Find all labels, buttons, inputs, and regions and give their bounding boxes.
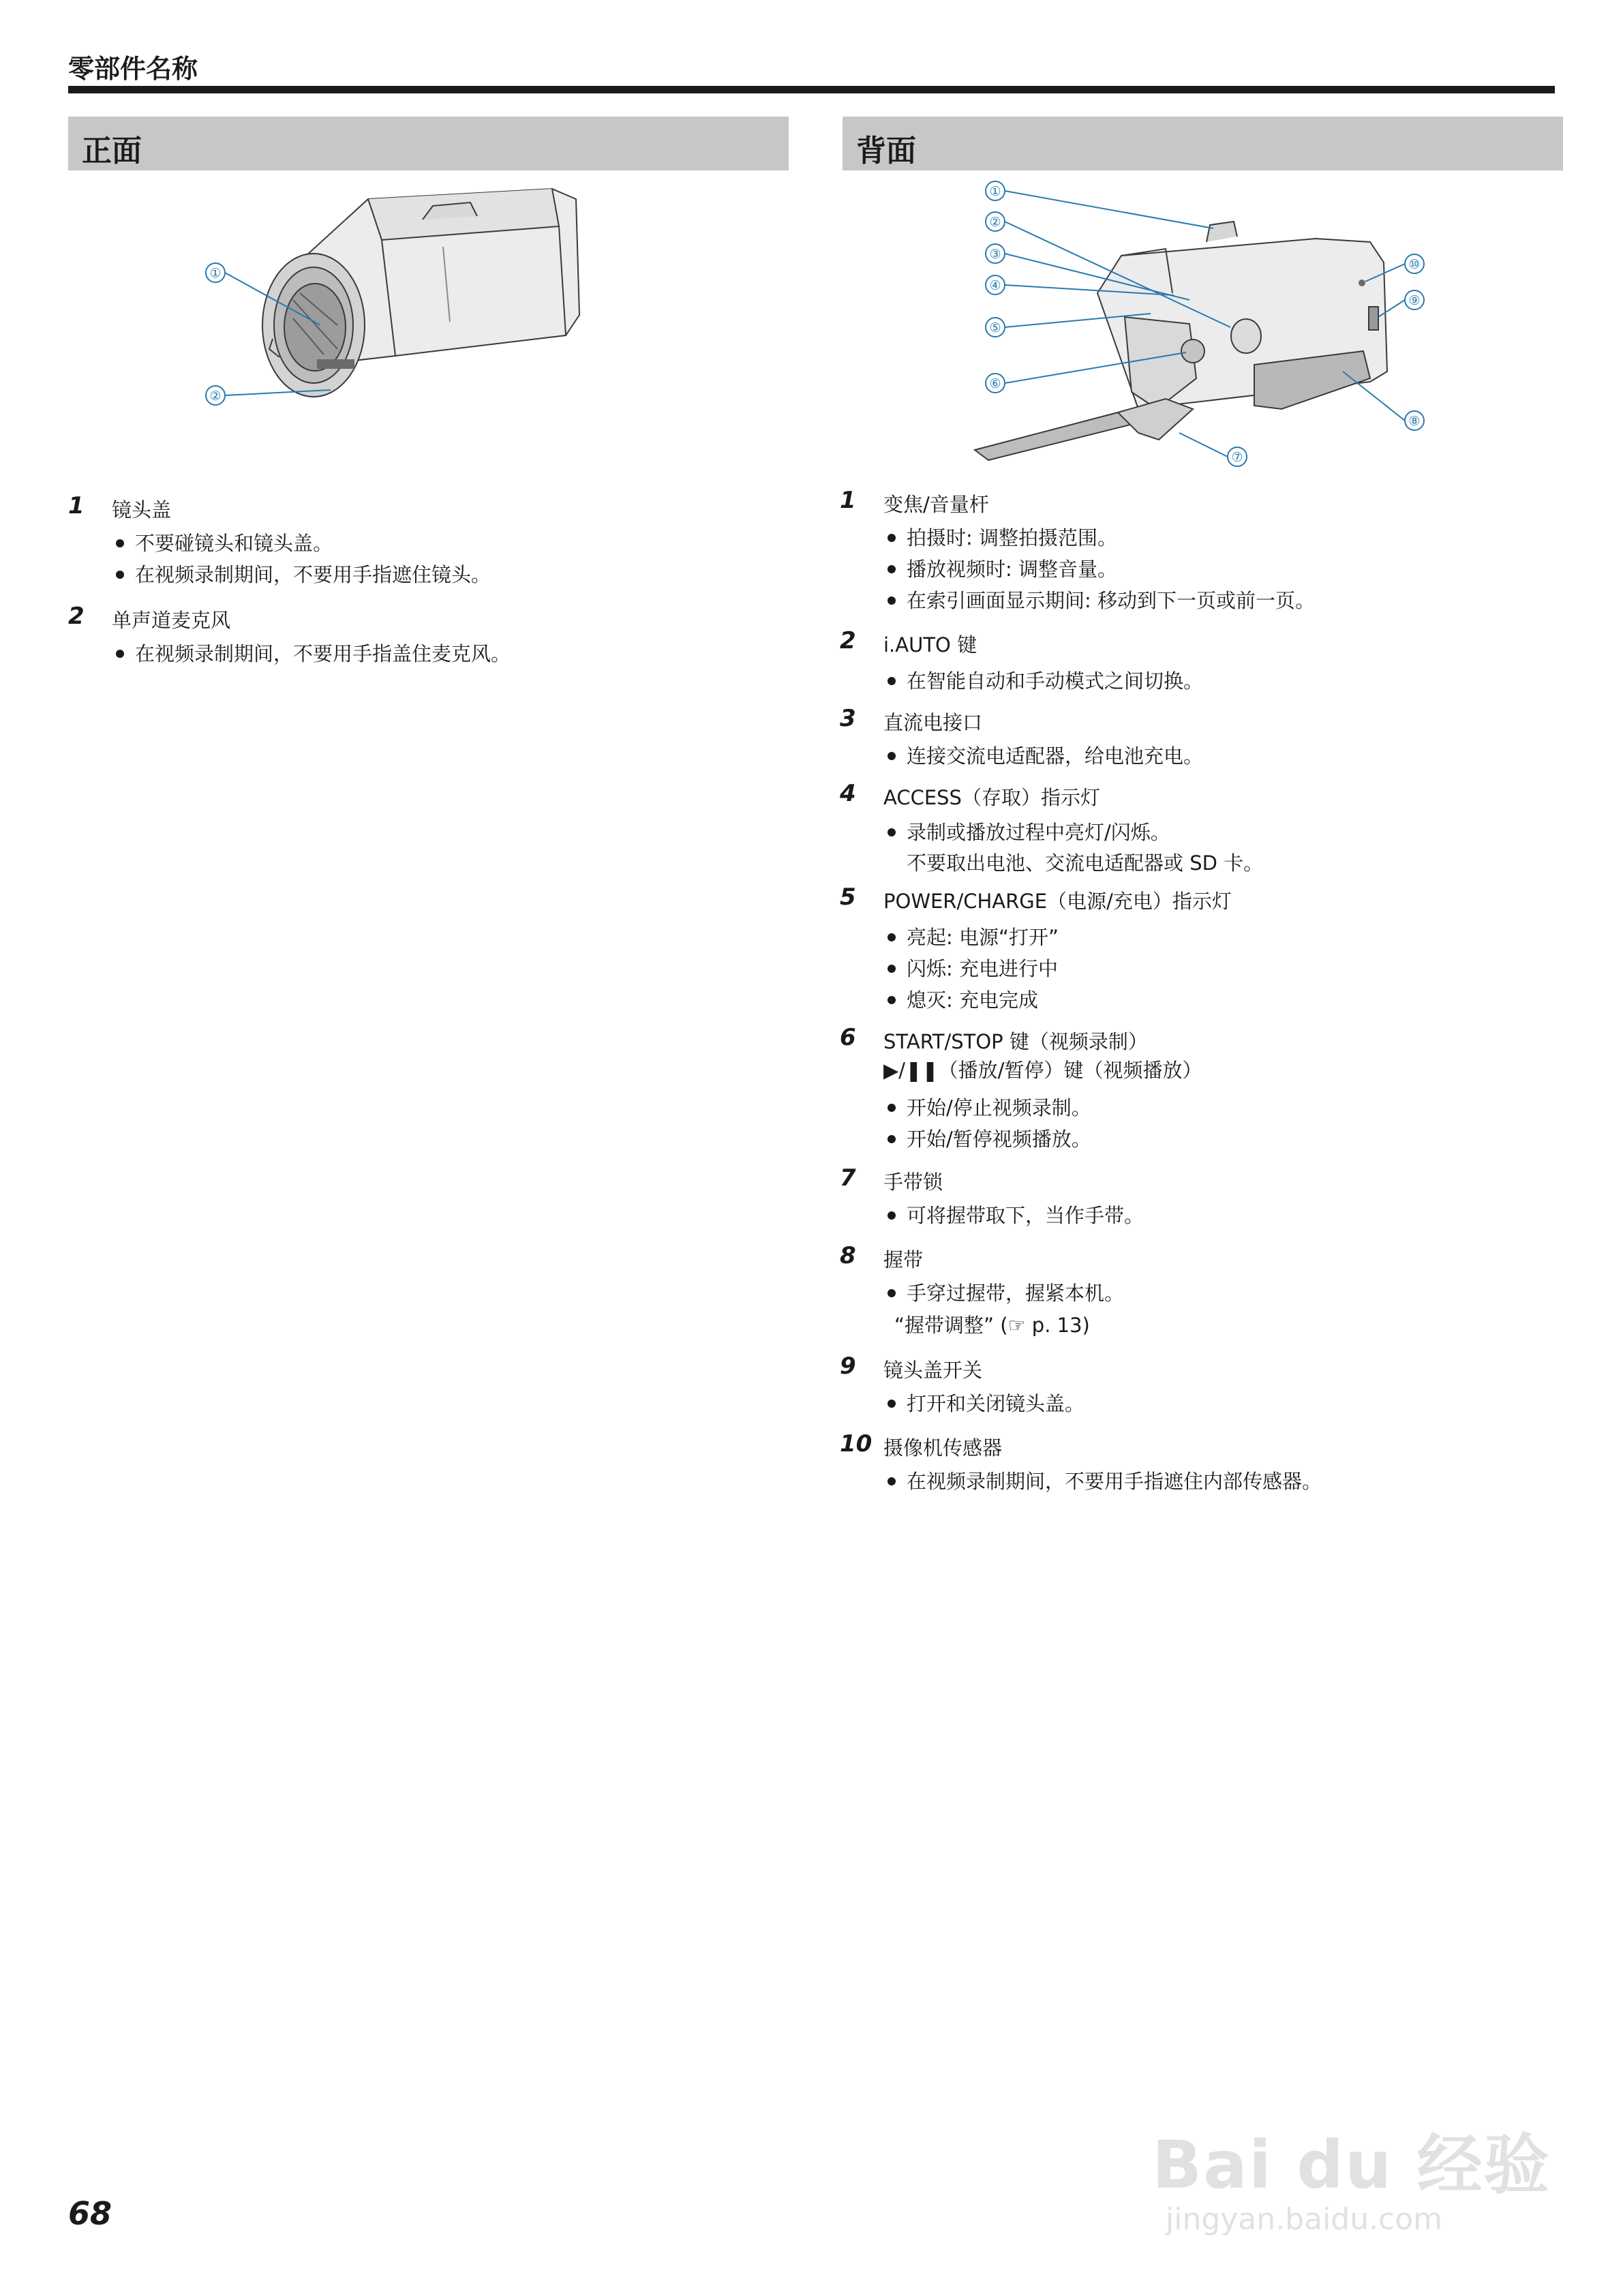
front-item-title: 单声道麦克风 [112,609,231,632]
back-callout-5: ⑤ [989,320,1001,335]
front-bullet: 在视频录制期间，不要用手指遮住镜头。 [112,559,491,590]
back-item-title: 摄像机传感器 [883,1436,1003,1460]
back-callout-6: ⑥ [989,376,1001,391]
back-callout-9: ⑨ [1408,293,1421,308]
front-item-bullets [112,528,491,590]
back-item-bullets [883,665,1203,697]
section-title-back: 背面 [856,134,916,168]
back-bullet: 手穿过握带，握紧本机。 [883,1278,1124,1309]
section-bar-back [843,117,1563,170]
back-item-title-2: ▶/❚❚（播放/暂停）键（视频播放） [883,1059,1202,1082]
back-camera-illustration [961,174,1452,484]
back-bullet: 在视频录制期间，不要用手指遮住内部传感器。 [883,1466,1322,1497]
back-callout-7: ⑦ [1231,450,1243,465]
front-item-number: 1 [68,492,85,519]
front-bullet: 不要碰镜头和镜头盖。 [112,528,491,559]
front-camera-illustration [198,179,593,424]
back-item-title: 直流电接口 [883,711,983,734]
back-callout-4: ④ [989,278,1001,293]
back-item-title: START/STOP 键（视频录制） [883,1030,1148,1053]
back-item-bullets [883,922,1059,1016]
back-item-link[interactable]: “握带调整” (☞ p. 13) [894,1314,1090,1337]
header-rule [68,86,1555,93]
back-item-number: 9 [840,1353,856,1380]
back-item-number: 4 [840,780,856,807]
back-bullet: 开始/停止视频录制。 [883,1092,1091,1123]
back-item-number: 6 [840,1024,856,1051]
back-callout-8: ⑧ [1408,414,1421,429]
watermark-brand: Bai du 经验 [1152,2127,1551,2203]
back-bullet: 拍摄时: 调整拍摄范围。 [883,522,1315,554]
back-item-title: i.AUTO 键 [883,633,977,656]
back-item-title: POWER/CHARGE（电源/充电）指示灯 [883,890,1232,913]
back-bullet: 打开和关闭镜头盖。 [883,1388,1084,1419]
back-item-bullets [883,522,1315,616]
back-item-title: 镜头盖开关 [883,1359,983,1382]
section-title-front: 正面 [82,134,142,168]
back-callout-1: ① [989,184,1001,199]
back-item-bullets [883,817,1170,848]
back-item-title: ACCESS（存取）指示灯 [883,786,1100,809]
front-bullet: 在视频录制期间，不要用手指盖住麦克风。 [112,638,511,669]
back-item-title: 手带锁 [883,1170,943,1194]
back-bullet: 开始/暂停视频播放。 [883,1123,1091,1155]
back-item-note: 不要取出电池、交流电适配器或 SD 卡。 [907,851,1264,875]
front-item-number: 2 [68,603,85,630]
back-bullet: 播放视频时: 调整音量。 [883,554,1315,585]
baidu-watermark [1152,2100,1551,2250]
back-item-bullets [883,1388,1084,1419]
front-item-title: 镜头盖 [112,498,172,522]
back-callout-3: ③ [989,247,1001,262]
page-header-title: 零部件名称 [68,54,198,84]
back-item-number: 5 [840,883,856,911]
back-item-bullets [883,1200,1144,1231]
front-callout-1: ① [209,266,222,281]
back-bullet: 可将握带取下，当作手带。 [883,1200,1144,1231]
front-item-bullets [112,638,511,669]
back-bullet: 连接交流电适配器，给电池充电。 [883,740,1203,772]
back-item-number: 2 [840,627,856,654]
back-callout-2: ② [989,215,1001,230]
back-item-title: 变焦/音量杆 [883,493,989,516]
back-item-bullets [883,740,1203,772]
back-item-number: 8 [840,1242,856,1269]
page-number: 68 [68,2195,112,2232]
back-item-number: 1 [840,487,856,514]
back-bullet: 闪烁: 充电进行中 [883,953,1059,984]
back-bullet: 在智能自动和手动模式之间切换。 [883,665,1203,697]
back-item-number: 3 [840,705,856,732]
back-bullet: 录制或播放过程中亮灯/闪烁。 [883,817,1170,848]
back-bullet: 亮起: 电源“打开” [883,922,1059,953]
back-item-bullets [883,1278,1124,1309]
back-bullet: 熄灭: 充电完成 [883,984,1059,1016]
back-item-number: 10 [840,1430,873,1457]
back-item-bullets [883,1092,1091,1155]
watermark-url: jingyan.baidu.com [1166,2202,1443,2237]
back-callout-10: ⑩ [1408,257,1421,272]
back-bullet: 在索引画面显示期间: 移动到下一页或前一页。 [883,585,1315,616]
section-bar-front [68,117,789,170]
back-item-number: 7 [840,1164,856,1192]
front-callout-2: ② [209,389,222,404]
back-item-bullets [883,1466,1322,1497]
back-item-title: 握带 [883,1248,924,1271]
